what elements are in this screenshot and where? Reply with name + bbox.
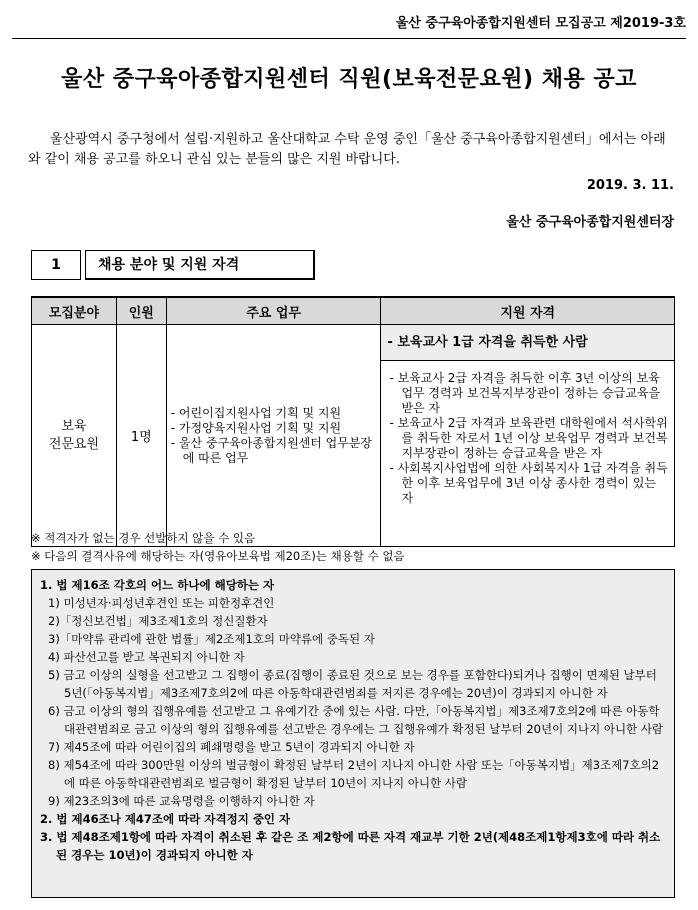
list-item: 6) 금고 이상의 형의 집행유예를 선고받고 그 유예기간 중에 있는 사람. 다만,「아동복지법」제3조제7호의2에 따른 아동학대관련범죄로 금고 이상의 형의 집행유예를 선고받은 경우에는 그 집행유예가 확정된 날부터 20년이 지나지 아니한 사람 xyxy=(48,704,664,736)
list-item: 1) 미성년자·피성년후견인 또는 피한정후견인 xyxy=(48,596,275,610)
header-field: 모집분야 xyxy=(32,297,117,325)
list-item: 8) 제54조에 따라 300만원 이상의 벌금형이 확정된 날부터 2년이 지나지 아니한 사람 또는「아동복지법」제3조제7호의2에 따른 아동학대관련범죄로 벌금형이 확정된 날부터 10년이 지나지 아니한 사람 xyxy=(48,758,660,790)
table-header-row xyxy=(32,297,675,325)
section-number: 1 xyxy=(31,250,81,280)
qualification-item: - 보육교사 2급 자격과 보육관련 대학원에서 석사학위를 취득한 자로서 1년 이상 보육업무 경력과 보건복지부장관이 정하는 승급교육을 받은 자 xyxy=(389,416,668,460)
page-title: 울산 중구육아종합지원센터 직원(보육전문요원) 채용 공고 xyxy=(61,67,637,92)
table-row xyxy=(32,325,675,547)
qualification-list xyxy=(381,361,674,514)
qualification-item: - 보육교사 2급 자격을 취득한 이후 3년 이상의 보육업무 경력과 보건복지부장관이 정하는 승급교육을 받은 자 xyxy=(389,371,661,415)
list-item: 2)「정신보건법」제3조제1호의 정신질환자 xyxy=(48,614,268,628)
list-item: 4) 파산선고를 받고 복권되지 아니한 자 xyxy=(48,650,245,664)
recruitment-table xyxy=(31,296,675,547)
issuer-name: 울산 중구육아종합지원센터장 xyxy=(506,215,674,230)
notice-date: 2019. 3. 11. xyxy=(586,178,674,193)
list-item: 9) 제23조의3에 따른 교육명령을 이행하지 아니한 자 xyxy=(48,794,315,808)
duty-item: - 울산 중구육아종합지원센터 업무분장에 따른 업무 xyxy=(170,435,373,465)
notice-number: 울산 중구육아종합지원센터 모집공고 제2019-3호 xyxy=(395,16,686,31)
list-item: 3)「마약류 관리에 관한 법률」제2조제1호의 마약류에 중독된 자 xyxy=(48,632,375,646)
header-divider xyxy=(12,38,686,39)
note-disqualification: ※ 다음의 결격사유에 해당하는 자(영유아보육법 제20조)는 채용할 수 없음 xyxy=(31,549,405,563)
intro-paragraph: 울산광역시 중구청에서 설립·지원하고 울산대학교 수탁 운영 중인「울산 중구육아종합지원센터」에서는 아래와 같이 채용 공고를 하오니 관심 있는 분들의 많은 지원 바랍니다. xyxy=(28,132,666,167)
list-item: 7) 제45조에 따라 어린이집의 폐쇄명령을 받고 5년이 경과되지 아니한 자 xyxy=(48,740,415,754)
count-cell: 1명 xyxy=(116,325,166,547)
disqualification-box xyxy=(31,569,675,898)
qualification-primary: - 보육교사 1급 자격을 취득한 사람 xyxy=(381,325,674,361)
duty-item: - 가정양육지원사업 기획 및 지원 xyxy=(170,420,342,435)
list-item: 5) 금고 이상의 실형을 선고받고 그 집행이 종료(집행이 종료된 것으로 보는 경우를 포함한다)되거나 집행이 면제된 날부터 5년(「아동복지법」제3조제7호의2에 따른 아동학대관련범죄를 저지른 경우에는 20년)이 경과되지 아니한 자 xyxy=(48,668,657,700)
disqualification-heading-3: 3. 법 제48조제1항에 따라 자격이 취소된 후 같은 조 제2항에 따른 자격 재교부 기한 2년(제48조제1항제3호에 따라 취소된 경우는 10년)이 경과되지 아니한 자 xyxy=(40,830,661,862)
disqualification-heading-2: 2. 법 제46조나 제47조에 따라 자격정지 중인 자 xyxy=(40,812,291,826)
field-cell: 보육 전문요원 xyxy=(32,325,117,547)
qualifications-cell xyxy=(381,325,675,547)
header-qualifications: 지원 자격 xyxy=(381,297,675,325)
section-title: 채용 분야 및 지원 자격 xyxy=(85,250,315,280)
disqualification-heading-1: 1. 법 제16조 각호의 어느 하나에 해당하는 자 xyxy=(40,578,275,592)
qualification-item: - 사회복지사업법에 의한 사회복지사 1급 자격을 취득한 이후 보육업무에 3년 이상 종사한 경력이 있는 자 xyxy=(389,461,668,505)
note-no-candidate: ※ 적격자가 없는 경우 선발하지 않을 수 있음 xyxy=(31,531,256,545)
header-count: 인원 xyxy=(116,297,166,325)
duty-item: - 어린이집지원사업 기획 및 지원 xyxy=(170,405,342,420)
header-duties: 주요 업무 xyxy=(166,297,381,325)
duties-cell xyxy=(166,325,381,547)
